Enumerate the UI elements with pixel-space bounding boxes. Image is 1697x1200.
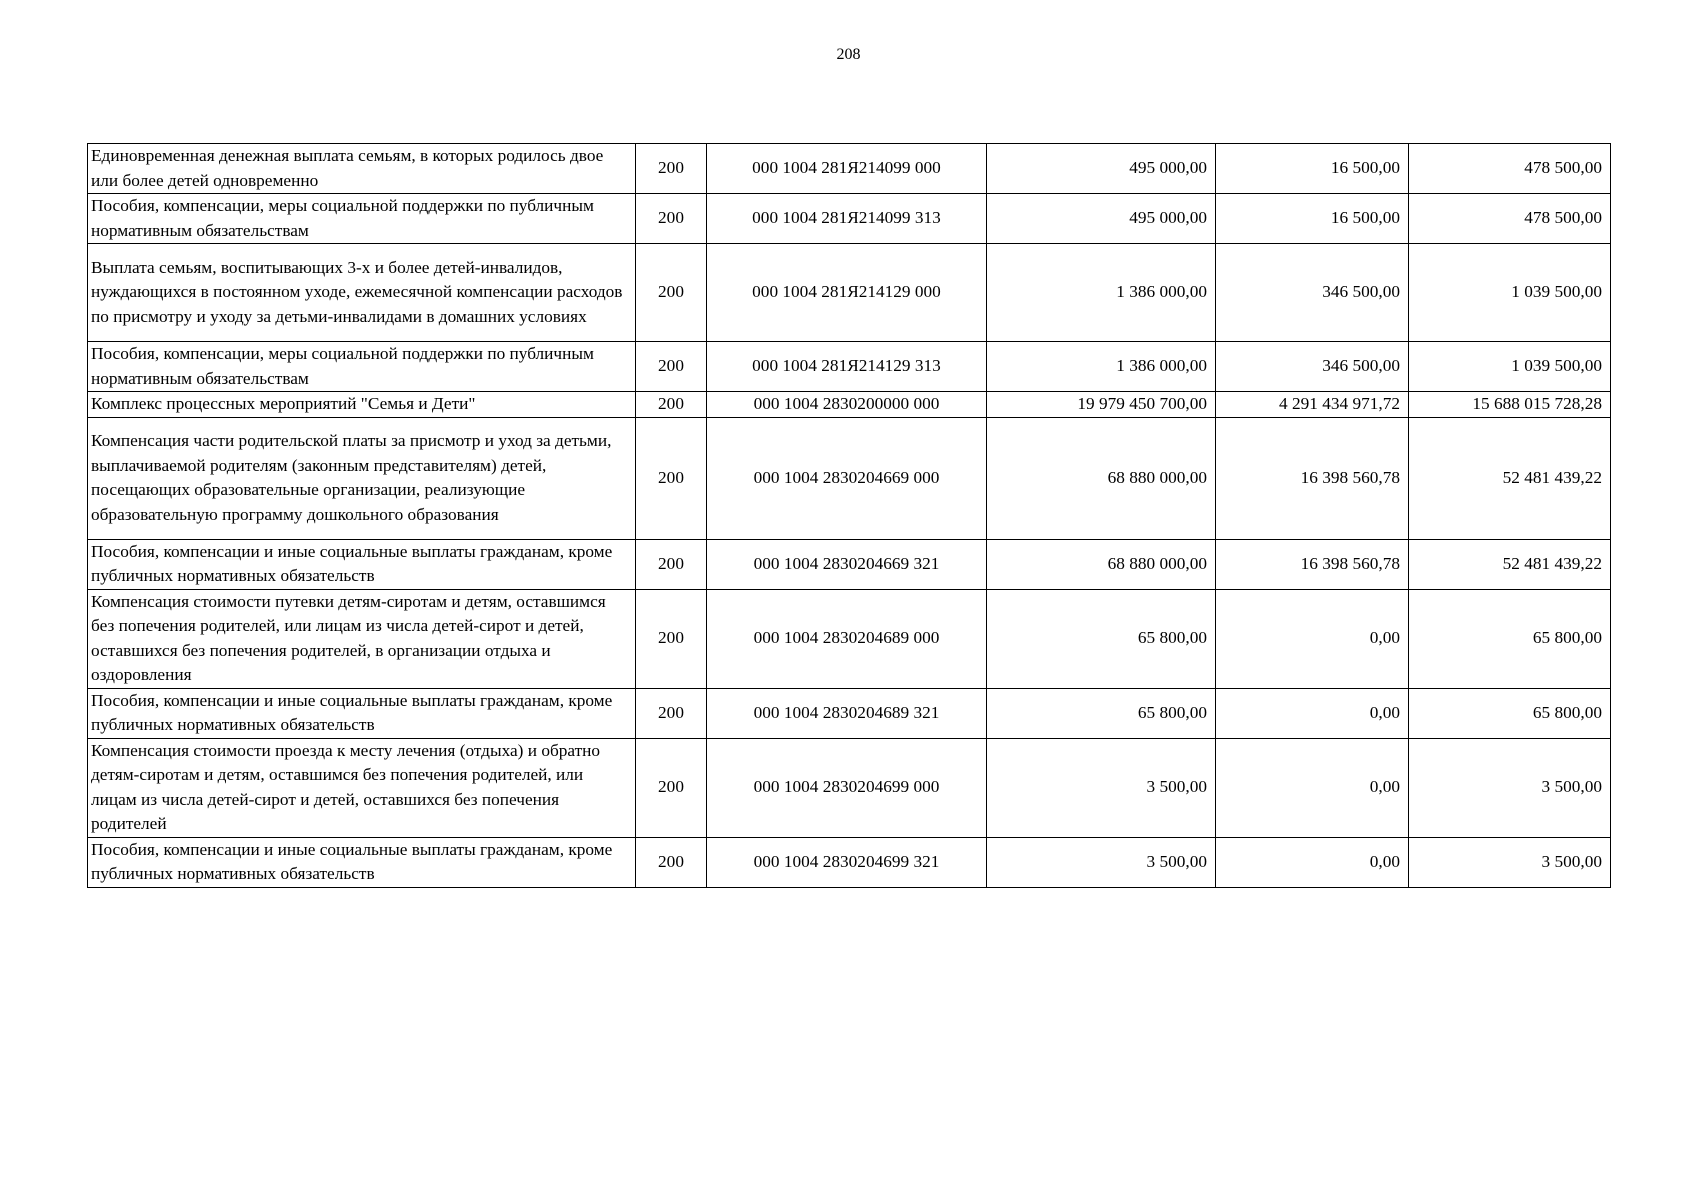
table-row	[88, 342, 1611, 392]
row-name-cell: Пособия, компенсации, меры социальной поддержки по публичным нормативным обязательствам	[88, 194, 636, 244]
unexecuted-amount-cell: 1 039 500,00	[1409, 244, 1611, 342]
page-number: 208	[836, 46, 861, 63]
executed-amount-cell: 16 398 560,78	[1216, 417, 1409, 539]
budget-code-cell: 000 1004 281Я214099 000	[707, 144, 987, 194]
budget-code-cell: 000 1004 2830204689 321	[707, 688, 987, 738]
budget-code-cell: 000 1004 281Я214129 000	[707, 244, 987, 342]
table-row	[88, 837, 1611, 887]
line-code-cell: 200	[636, 539, 707, 589]
table-row	[88, 392, 1611, 418]
executed-amount-cell: 0,00	[1216, 589, 1409, 688]
executed-amount-cell: 0,00	[1216, 738, 1409, 837]
table-row	[88, 194, 1611, 244]
approved-amount-cell: 19 979 450 700,00	[987, 392, 1216, 418]
executed-amount-cell: 0,00	[1216, 837, 1409, 887]
line-code-cell: 200	[636, 342, 707, 392]
unexecuted-amount-cell: 3 500,00	[1409, 738, 1611, 837]
executed-amount-cell: 346 500,00	[1216, 342, 1409, 392]
line-code-cell: 200	[636, 738, 707, 837]
line-code-cell: 200	[636, 392, 707, 418]
row-name-cell: Пособия, компенсации и иные социальные выплаты гражданам, кроме публичных нормативных обязательств	[88, 688, 636, 738]
executed-amount-cell: 0,00	[1216, 688, 1409, 738]
row-name-cell: Выплата семьям, воспитывающих 3-х и более детей-инвалидов, нуждающихся в постоянном уходе, ежемесячной компенсации расходов по присмотру и уходу за детьми-инвалидами в домашних условиях	[88, 244, 636, 342]
unexecuted-amount-cell: 15 688 015 728,28	[1409, 392, 1611, 418]
approved-amount-cell: 68 880 000,00	[987, 417, 1216, 539]
row-name-cell: Компенсация стоимости проезда к месту лечения (отдыха) и обратно детям-сиротам и детям, оставшимся без попечения родителей, или лицам из числа детей-сирот и детей, оставшихся без попечения родителей	[88, 738, 636, 837]
unexecuted-amount-cell: 478 500,00	[1409, 144, 1611, 194]
executed-amount-cell: 346 500,00	[1216, 244, 1409, 342]
budget-code-cell: 000 1004 281Я214129 313	[707, 342, 987, 392]
table-row	[88, 589, 1611, 688]
table-row	[88, 539, 1611, 589]
unexecuted-amount-cell: 1 039 500,00	[1409, 342, 1611, 392]
line-code-cell: 200	[636, 417, 707, 539]
row-name-cell: Пособия, компенсации и иные социальные выплаты гражданам, кроме публичных нормативных обязательств	[88, 539, 636, 589]
approved-amount-cell: 3 500,00	[987, 738, 1216, 837]
approved-amount-cell: 68 880 000,00	[987, 539, 1216, 589]
row-name-cell: Компенсация части родительской платы за присмотр и уход за детьми, выплачиваемой родителям (законным представителям) детей, посещающих образовательные организации, реализующие образовательную программу дошкольного образования	[88, 417, 636, 539]
approved-amount-cell: 65 800,00	[987, 589, 1216, 688]
table-row	[88, 244, 1611, 342]
line-code-cell: 200	[636, 589, 707, 688]
unexecuted-amount-cell: 52 481 439,22	[1409, 539, 1611, 589]
budget-code-cell: 000 1004 2830204699 321	[707, 837, 987, 887]
budget-code-cell: 000 1004 2830200000 000	[707, 392, 987, 418]
executed-amount-cell: 16 500,00	[1216, 194, 1409, 244]
executed-amount-cell: 16 500,00	[1216, 144, 1409, 194]
unexecuted-amount-cell: 478 500,00	[1409, 194, 1611, 244]
approved-amount-cell: 1 386 000,00	[987, 244, 1216, 342]
row-name-cell: Компенсация стоимости путевки детям-сиротам и детям, оставшимся без попечения родителей, или лицам из числа детей-сирот и детей, оставшихся без попечения родителей, в организации отдыха и оздоровления	[88, 589, 636, 688]
row-name-cell: Пособия, компенсации, меры социальной поддержки по публичным нормативным обязательствам	[88, 342, 636, 392]
line-code-cell: 200	[636, 244, 707, 342]
budget-code-cell: 000 1004 2830204699 000	[707, 738, 987, 837]
approved-amount-cell: 495 000,00	[987, 144, 1216, 194]
row-name-cell: Единовременная денежная выплата семьям, в которых родилось двое или более детей одновременно	[88, 144, 636, 194]
unexecuted-amount-cell: 65 800,00	[1409, 688, 1611, 738]
table-row	[88, 738, 1611, 837]
unexecuted-amount-cell: 65 800,00	[1409, 589, 1611, 688]
budget-execution-table	[87, 143, 1611, 888]
budget-code-cell: 000 1004 281Я214099 313	[707, 194, 987, 244]
table-row	[88, 688, 1611, 738]
executed-amount-cell: 4 291 434 971,72	[1216, 392, 1409, 418]
budget-code-cell: 000 1004 2830204669 000	[707, 417, 987, 539]
line-code-cell: 200	[636, 144, 707, 194]
unexecuted-amount-cell: 3 500,00	[1409, 837, 1611, 887]
line-code-cell: 200	[636, 837, 707, 887]
approved-amount-cell: 1 386 000,00	[987, 342, 1216, 392]
approved-amount-cell: 3 500,00	[987, 837, 1216, 887]
approved-amount-cell: 65 800,00	[987, 688, 1216, 738]
unexecuted-amount-cell: 52 481 439,22	[1409, 417, 1611, 539]
budget-code-cell: 000 1004 2830204689 000	[707, 589, 987, 688]
table-row	[88, 144, 1611, 194]
executed-amount-cell: 16 398 560,78	[1216, 539, 1409, 589]
line-code-cell: 200	[636, 688, 707, 738]
line-code-cell: 200	[636, 194, 707, 244]
row-name-cell: Пособия, компенсации и иные социальные выплаты гражданам, кроме публичных нормативных обязательств	[88, 837, 636, 887]
table-row	[88, 417, 1611, 539]
budget-code-cell: 000 1004 2830204669 321	[707, 539, 987, 589]
approved-amount-cell: 495 000,00	[987, 194, 1216, 244]
row-name-cell: Комплекс процессных мероприятий "Семья и Дети"	[88, 392, 636, 418]
